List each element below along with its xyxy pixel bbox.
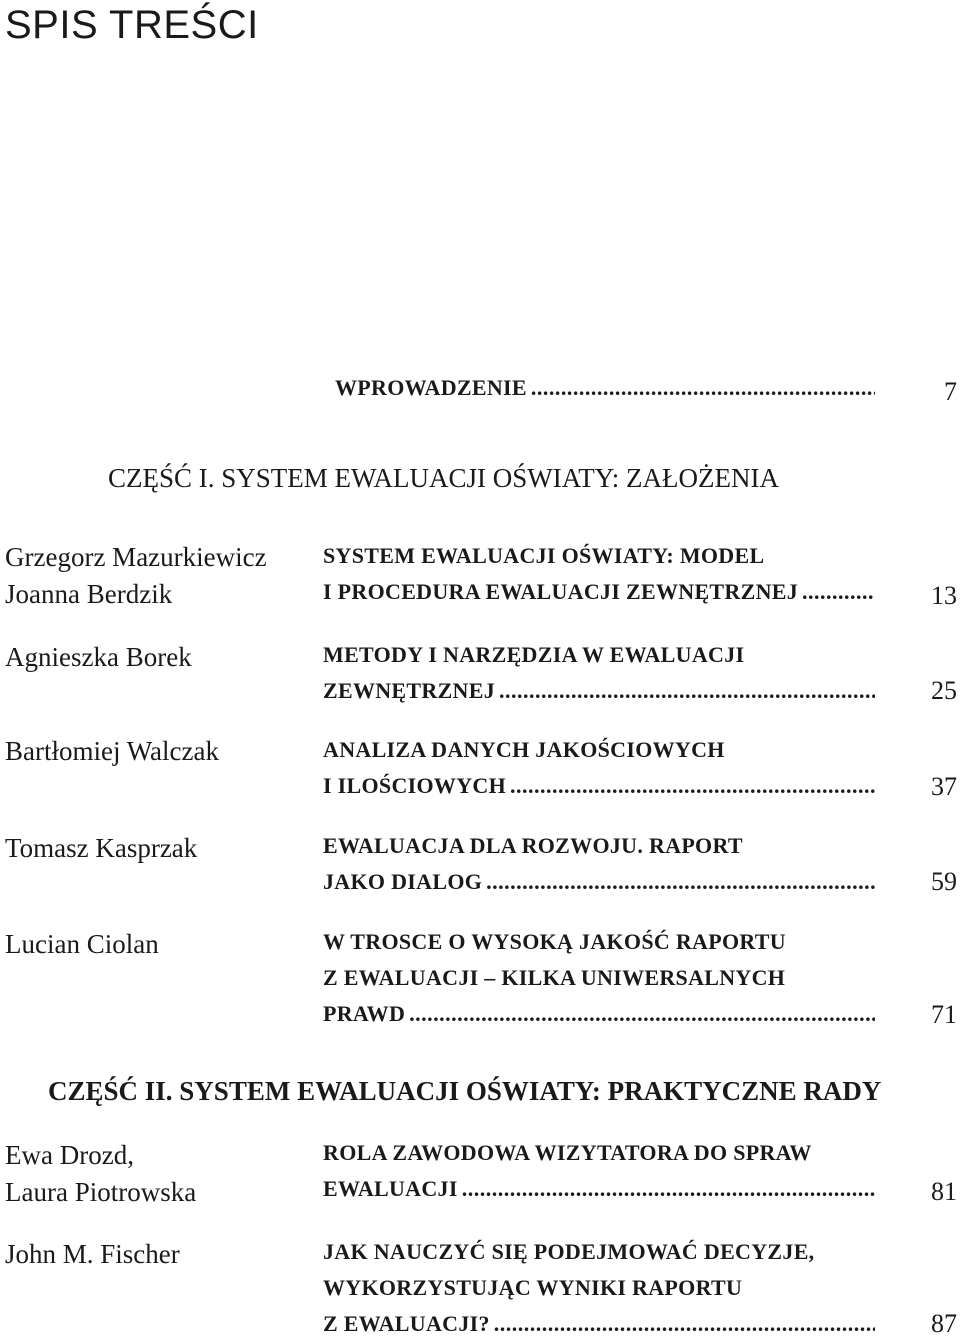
toc-entry-page-number: 7: [944, 377, 957, 406]
toc-entry-author: Tomasz Kasprzak: [5, 833, 198, 863]
toc-entry-intro-title[interactable]: [335, 370, 875, 406]
toc-entry-page-number: 81: [931, 1177, 957, 1206]
toc-entry-title-line: WYKORZYSTUJĄC WYNIKI RAPORTU: [323, 1275, 743, 1300]
leader-dots: [494, 1306, 875, 1342]
toc-entry-title[interactable]: [323, 538, 875, 610]
toc-entry-page-number: 71: [931, 1000, 957, 1029]
toc-entry-title-line: I ILOŚCIOWYCH: [323, 773, 506, 798]
toc-entry-author: Lucian Ciolan: [5, 929, 159, 959]
toc-entry-title[interactable]: [323, 1135, 875, 1207]
leader-dots: [499, 673, 875, 709]
toc-entry-title[interactable]: [323, 924, 875, 1032]
part-heading-2: CZĘŚĆ II. SYSTEM EWALUACJI OŚWIATY: PRAKTYCZNE RADY: [48, 1076, 882, 1106]
toc-entry-title-line: JAKO DIALOG: [323, 869, 483, 894]
toc-entry-author: Agnieszka Borek: [5, 642, 192, 672]
toc-entry-title[interactable]: [323, 828, 875, 900]
toc-entry-author: Joanna Berdzik: [5, 579, 173, 609]
toc-entry-title-line: PRAWD: [323, 1001, 406, 1026]
leader-dots: [409, 996, 875, 1032]
toc-entry-title-line: EWALUACJA DLA ROZWOJU. RAPORT: [323, 833, 743, 858]
toc-entry-author: Laura Piotrowska: [5, 1177, 197, 1207]
toc-entry-author: Grzegorz Mazurkiewicz: [5, 542, 267, 572]
toc-entry-title-line: METODY I NARZĘDZIA W EWALUACJI: [323, 642, 745, 667]
leader-dots: [510, 768, 875, 804]
toc-entry-title[interactable]: [323, 1234, 875, 1342]
toc-entry-page-number: 87: [931, 1309, 957, 1338]
leader-dots: [531, 370, 875, 406]
toc-entry-title-line: JAK NAUCZYĆ SIĘ PODEJMOWAĆ DECYZJE,: [323, 1239, 815, 1264]
toc-entry-title-line: ROLA ZAWODOWA WIZYTATORA DO SPRAW: [323, 1140, 812, 1165]
leader-dots: [802, 574, 875, 610]
toc-entry-author: Ewa Drozd,: [5, 1140, 134, 1170]
toc-entry-page-number: 13: [931, 581, 957, 610]
toc-entry-page-number: 37: [931, 772, 957, 801]
toc-entry-title-line: W TROSCE O WYSOKĄ JAKOŚĆ RAPORTU: [323, 929, 786, 954]
toc-entry-title[interactable]: [323, 637, 875, 709]
toc-entry-title-line: SYSTEM EWALUACJI OŚWIATY: MODEL: [323, 543, 765, 568]
toc-entry-page-number: 25: [931, 676, 957, 705]
toc-entry-title[interactable]: [323, 732, 875, 804]
toc-entry-author: John M. Fischer: [5, 1239, 180, 1269]
toc-entry-page-number: 59: [931, 867, 957, 896]
page-title: SPIS TREŚCI: [5, 3, 259, 47]
toc-entry-title-line: ZEWNĘTRZNEJ: [323, 678, 496, 703]
leader-dots: [462, 1171, 875, 1207]
toc-entry-title-line: I PROCEDURA EWALUACJI ZEWNĘTRZNEJ: [323, 579, 799, 604]
leader-dots: [486, 864, 875, 900]
toc-entry-title-line: Z EWALUACJI?: [323, 1311, 490, 1336]
toc-entry-title-line: EWALUACJI: [323, 1176, 458, 1201]
part-heading-1: CZĘŚĆ I. SYSTEM EWALUACJI OŚWIATY: ZAŁOŻENIA: [108, 463, 779, 493]
toc-entry-title-line: Z EWALUACJI – KILKA UNIWERSALNYCH: [323, 965, 786, 990]
toc-entry-author: Bartłomiej Walczak: [5, 736, 219, 766]
toc-entry-title-line: WPROWADZENIE: [335, 375, 527, 400]
toc-entry-title-line: ANALIZA DANYCH JAKOŚCIOWYCH: [323, 737, 725, 762]
